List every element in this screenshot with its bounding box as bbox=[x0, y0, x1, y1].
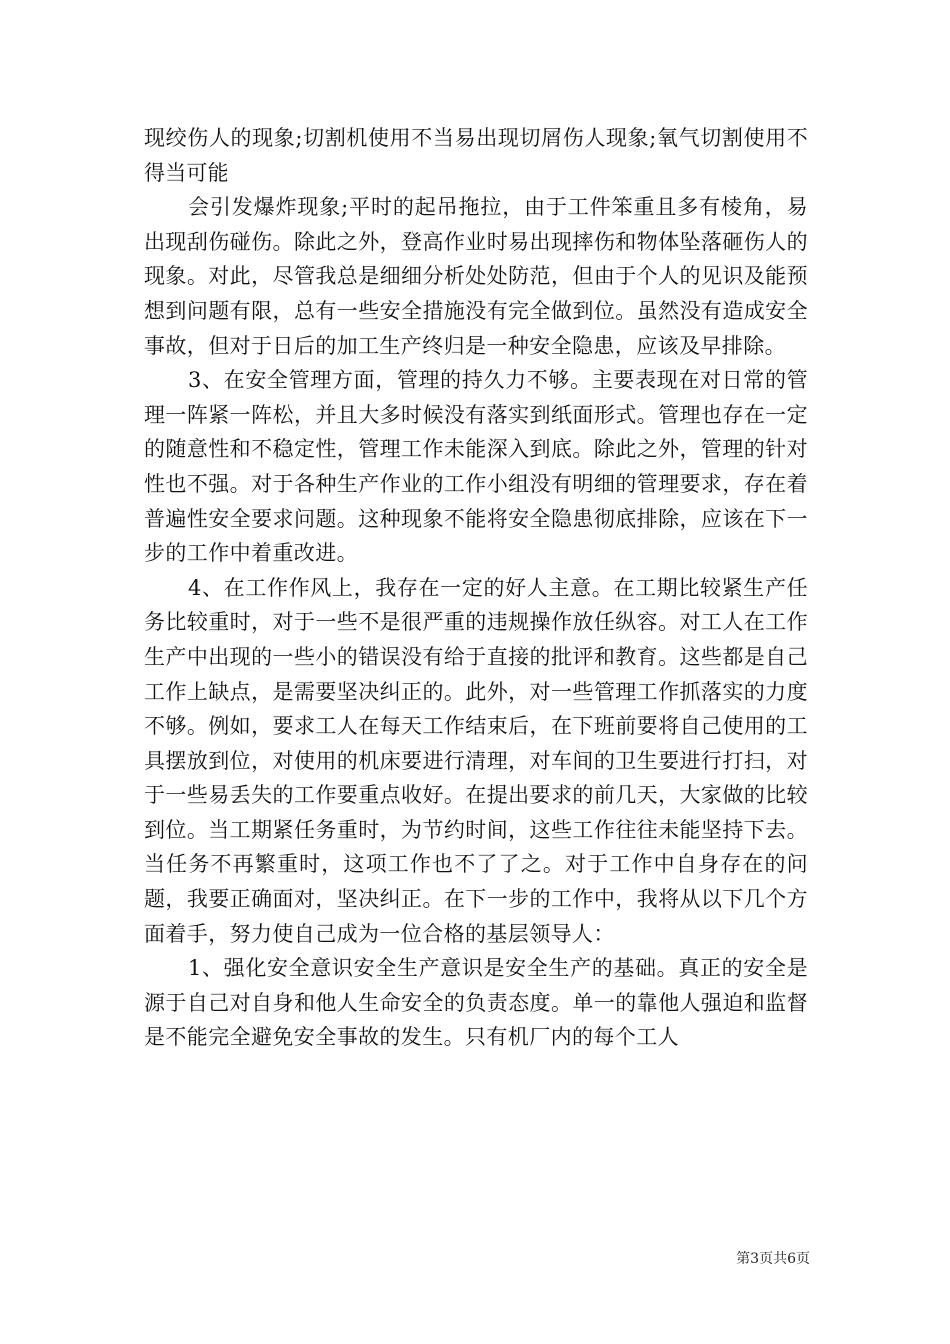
paragraph-hazards: 会引发爆炸现象;平时的起吊拖拉，由于工件笨重且多有棱角，易出现刮伤碰伤。除此之外，登高作业时易出现摔伤和物体坠落砸伤人的现象。对此，尽管我总是细细分析处处防范，但由于个人的见识及能预想到问题有限，总有一些安全措施没有完全做到位。虽然没有造成安全事故，但对于日后的加工生产终归是一种安全隐患，应该及早排除。 bbox=[144, 195, 808, 358]
paragraph-continuation: 现绞伤人的现象;切割机使用不当易出现切屑伤人现象;氧气切割使用不得当可能 bbox=[144, 126, 808, 185]
page-number: 第3页共6页 bbox=[736, 1251, 810, 1267]
paragraph-safety-management: 3、在安全管理方面，管理的持久力不够。主要表现在对日常的管理一阵紧一阵松，并且大多时候没有落实到纸面形式。管理也存在一定的随意性和不稳定性，管理工作未能深入到底。除此之外，管理的针对性也不强。对于各种生产作业的工作小组没有明细的管理要求，存在着普遍性安全要求问题。这种现象不能将安全隐患彻底排除，应该在下一步的工作中着重改进。 bbox=[144, 368, 808, 566]
paragraph-safety-awareness: 1、强化安全意识安全生产意识是安全生产的基础。真正的安全是源于自己对自身和他人生命安全的负责态度。单一的靠他人强迫和监督是不能完全避免安全事故的发生。只有机厂内的每个工人 bbox=[144, 956, 808, 1050]
paragraph-work-style: 4、在工作作风上，我存在一定的好人主意。在工期比较紧生产任务比较重时，对于一些不是很严重的违规操作放任纵容。对工人在工作生产中出现的一些小的错误没有给于直接的批评和教育。这些都是自己工作上缺点，是需要坚决纠正的。此外，对一些管理工作抓落实的力度不够。例如，要求工人在每天工作结束后，在下班前要将自己使用的工具摆放到位，对使用的机床要进行清理，对车间的卫生要进行打扫，对于一些易丢失的工作要重点收好。在提出要求的前几天，大家做的比较到位。当工期紧任务重时，为节约时间，这些工作往往未能坚持下去。当任务不再繁重时，这项工作也不了了之。对于工作中自身存在的问题，我要正确面对，坚决纠正。在下一步的工作中，我将从以下几个方面着手，努力使自己成为一位合格的基层领导人： bbox=[144, 575, 808, 946]
document-body bbox=[144, 121, 808, 1055]
